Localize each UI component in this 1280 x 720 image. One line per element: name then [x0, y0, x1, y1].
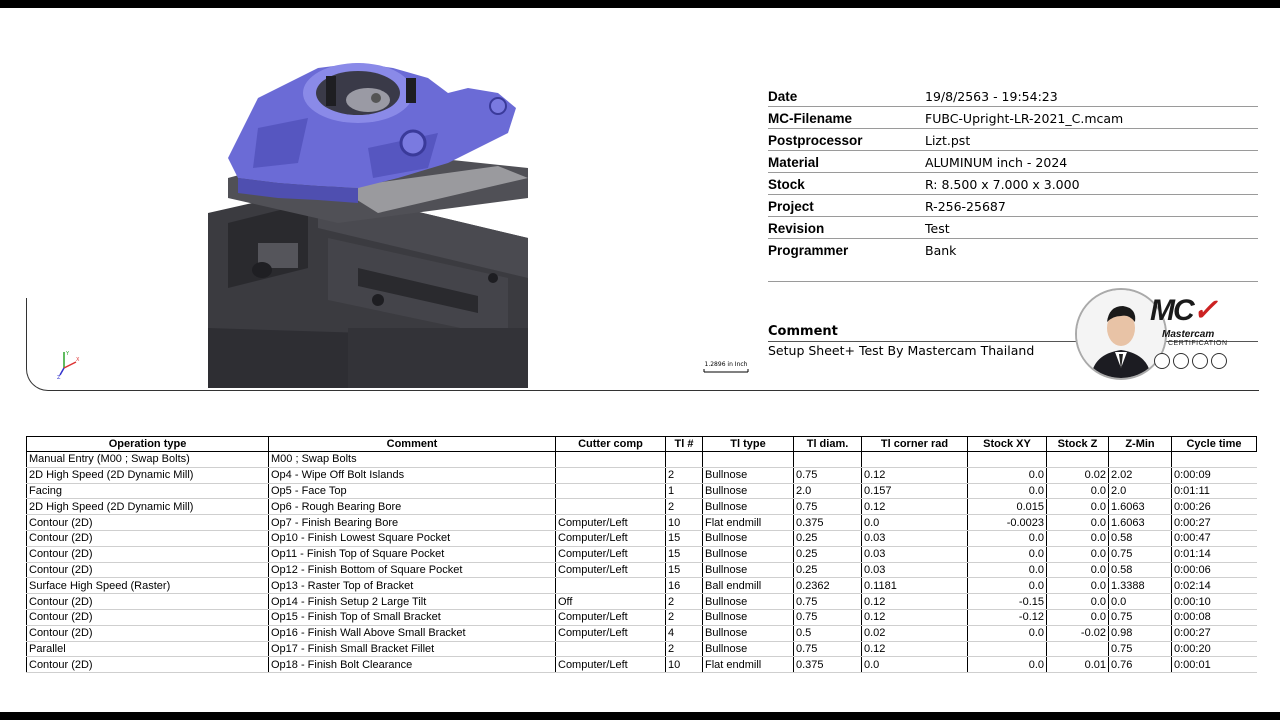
table-cell: Bullnose — [703, 546, 794, 562]
info-value: R: 8.500 x 7.000 x 3.000 — [925, 177, 1080, 192]
table-cell: 0.03 — [862, 530, 968, 546]
table-cell: 0:02:14 — [1172, 578, 1257, 594]
table-cell: Op7 - Finish Bearing Bore — [269, 515, 556, 531]
logo-mark — [1150, 293, 1216, 328]
badge-icon — [1154, 353, 1170, 369]
table-cell: Bullnose — [703, 625, 794, 641]
table-cell: 0.0 — [968, 625, 1047, 641]
table-cell: 2.0 — [794, 483, 862, 499]
table-cell: 0:01:14 — [1172, 546, 1257, 562]
info-row-postprocessor — [768, 130, 1258, 151]
table-cell — [968, 641, 1047, 657]
table-cell: 0.0 — [1047, 483, 1109, 499]
table-cell: 0.75 — [794, 499, 862, 515]
info-row-project — [768, 196, 1258, 217]
info-row-programmer — [768, 240, 1258, 260]
table-cell: 15 — [666, 530, 703, 546]
table-cell: 0.0 — [1047, 578, 1109, 594]
table-cell: 0.75 — [1109, 546, 1172, 562]
table-cell — [556, 483, 666, 499]
table-cell: 0.0 — [1047, 499, 1109, 515]
column-header[interactable]: Operation type — [27, 437, 269, 452]
table-cell: 4 — [666, 625, 703, 641]
table-cell: 16 — [666, 578, 703, 594]
table-cell: Computer/Left — [556, 530, 666, 546]
table-cell: Ball endmill — [703, 578, 794, 594]
table-cell: Op11 - Finish Top of Square Pocket — [269, 546, 556, 562]
table-cell: 0.25 — [794, 530, 862, 546]
table-cell: 2 — [666, 499, 703, 515]
table-cell — [968, 452, 1047, 468]
info-row-revision — [768, 218, 1258, 239]
table-cell — [1109, 452, 1172, 468]
info-row-filename — [768, 108, 1258, 129]
table-cell: Parallel — [27, 641, 269, 657]
table-cell: Contour (2D) — [27, 546, 269, 562]
table-cell: 0.12 — [862, 641, 968, 657]
table-cell: 0:00:26 — [1172, 499, 1257, 515]
table-cell: 0.157 — [862, 483, 968, 499]
table-cell: Op15 - Finish Top of Small Bracket — [269, 609, 556, 625]
table-cell: 0.0 — [968, 530, 1047, 546]
table-cell: 10 — [666, 515, 703, 531]
info-label: Date — [768, 89, 798, 104]
table-cell — [666, 452, 703, 468]
table-cell — [862, 452, 968, 468]
table-cell: 0.01 — [1047, 657, 1109, 673]
table-cell: 0.1181 — [862, 578, 968, 594]
table-cell: 0.75 — [794, 641, 862, 657]
table-cell: 0.375 — [794, 657, 862, 673]
table-cell: 0.0 — [862, 657, 968, 673]
table-cell: 0.0 — [968, 562, 1047, 578]
table-row[interactable] — [27, 452, 1257, 468]
table-cell: 1.6063 — [1109, 515, 1172, 531]
badge-icon — [1192, 353, 1208, 369]
table-cell: M00 ; Swap Bolts — [269, 452, 556, 468]
table-cell: 0.12 — [862, 609, 968, 625]
table-cell: 0:00:47 — [1172, 530, 1257, 546]
table-cell: 0.75 — [1109, 641, 1172, 657]
table-cell: 0.12 — [862, 594, 968, 610]
column-header[interactable]: Stock XY — [968, 437, 1047, 452]
info-value: Lizt.pst — [925, 133, 971, 148]
info-value: R-256-25687 — [925, 199, 1006, 214]
table-cell: 0:00:01 — [1172, 657, 1257, 673]
table-row[interactable] — [27, 546, 1257, 562]
axis-y-label: Y — [66, 351, 70, 357]
table-cell: 0.375 — [794, 515, 862, 531]
table-row[interactable] — [27, 578, 1257, 594]
table-row[interactable] — [27, 467, 1257, 483]
table-cell: 0.0 — [968, 467, 1047, 483]
table-row[interactable] — [27, 641, 1257, 657]
table-cell: Computer/Left — [556, 562, 666, 578]
table-cell: 2 — [666, 609, 703, 625]
table-cell: 0.02 — [1047, 467, 1109, 483]
table-cell: Manual Entry (M00 ; Swap Bolts) — [27, 452, 269, 468]
table-cell: 10 — [666, 657, 703, 673]
table-cell: 0.0 — [1047, 530, 1109, 546]
table-cell: 0:00:06 — [1172, 562, 1257, 578]
table-cell: Contour (2D) — [27, 609, 269, 625]
table-cell: Contour (2D) — [27, 515, 269, 531]
logo-cert: CERTIFICATION — [1168, 340, 1228, 347]
info-label: Project — [768, 199, 814, 214]
column-header[interactable]: Tl type — [703, 437, 794, 452]
table-cell: -0.0023 — [968, 515, 1047, 531]
info-row-stock — [768, 174, 1258, 195]
table-cell: Surface High Speed (Raster) — [27, 578, 269, 594]
table-row[interactable] — [27, 530, 1257, 546]
info-value: ALUMINUM inch - 2024 — [925, 155, 1068, 170]
mastercam-certification-logo — [1150, 293, 1240, 373]
setup-sheet-page — [0, 8, 1280, 712]
axis-z-label: Z — [57, 375, 61, 380]
table-cell: 0.75 — [794, 609, 862, 625]
table-cell — [556, 641, 666, 657]
table-cell: -0.02 — [1047, 625, 1109, 641]
table-cell: -0.12 — [968, 609, 1047, 625]
table-cell: Op12 - Finish Bottom of Square Pocket — [269, 562, 556, 578]
table-cell: 2.02 — [1109, 467, 1172, 483]
comment-label: Comment — [768, 324, 838, 339]
column-header[interactable]: Tl corner rad — [862, 437, 968, 452]
table-cell: 0.2362 — [794, 578, 862, 594]
logo-name: Mastercam — [1162, 329, 1215, 340]
table-cell: 0.03 — [862, 546, 968, 562]
table-cell — [794, 452, 862, 468]
table-cell: 0.0 — [1047, 515, 1109, 531]
table-cell: Op16 - Finish Wall Above Small Bracket — [269, 625, 556, 641]
column-header[interactable]: Cycle time — [1172, 437, 1257, 452]
table-cell: 0.03 — [862, 562, 968, 578]
table-cell: 0:00:27 — [1172, 515, 1257, 531]
table-cell: 0.0 — [1047, 594, 1109, 610]
table-cell: Computer/Left — [556, 625, 666, 641]
table-cell: Computer/Left — [556, 515, 666, 531]
badge-icon — [1211, 353, 1227, 369]
table-cell: 0.015 — [968, 499, 1047, 515]
table-cell: Flat endmill — [703, 515, 794, 531]
table-row[interactable] — [27, 499, 1257, 515]
table-cell: Op5 - Face Top — [269, 483, 556, 499]
table-cell: 1.3388 — [1109, 578, 1172, 594]
scale-label: 1.2896 in Inch — [704, 361, 748, 368]
table-cell: Op17 - Finish Small Bracket Fillet — [269, 641, 556, 657]
table-cell: 2D High Speed (2D Dynamic Mill) — [27, 499, 269, 515]
column-header[interactable]: Cutter comp — [556, 437, 666, 452]
info-value: Test — [925, 221, 950, 236]
table-cell: Bullnose — [703, 609, 794, 625]
table-cell — [556, 578, 666, 594]
table-cell: Bullnose — [703, 467, 794, 483]
table-cell: Bullnose — [703, 499, 794, 515]
table-row[interactable] — [27, 515, 1257, 531]
table-cell: Flat endmill — [703, 657, 794, 673]
column-header[interactable]: Stock Z — [1047, 437, 1109, 452]
table-cell: Contour (2D) — [27, 594, 269, 610]
info-label: MC-Filename — [768, 111, 853, 126]
info-value: Bank — [925, 243, 957, 258]
table-cell: Op6 - Rough Bearing Bore — [269, 499, 556, 515]
table-cell: 1.6063 — [1109, 499, 1172, 515]
operations-table — [26, 436, 1257, 673]
table-cell: Op18 - Finish Bolt Clearance — [269, 657, 556, 673]
column-header[interactable]: Z-Min — [1109, 437, 1172, 452]
table-cell: Op14 - Finish Setup 2 Large Tilt — [269, 594, 556, 610]
table-cell — [556, 467, 666, 483]
table-row[interactable] — [27, 625, 1257, 641]
table-cell: Contour (2D) — [27, 530, 269, 546]
table-cell: 0.0 — [1047, 609, 1109, 625]
table-cell: 0:00:08 — [1172, 609, 1257, 625]
info-label: Material — [768, 155, 820, 170]
table-cell: 0.12 — [862, 499, 968, 515]
table-cell: 0.12 — [862, 467, 968, 483]
table-cell: 0.0 — [968, 657, 1047, 673]
table-cell: 0.58 — [1109, 562, 1172, 578]
table-cell: 0:00:20 — [1172, 641, 1257, 657]
column-header[interactable]: Tl diam. — [794, 437, 862, 452]
info-label: Stock — [768, 177, 805, 192]
setup-info-table — [768, 86, 1258, 261]
table-row[interactable] — [27, 594, 1257, 610]
table-cell: Contour (2D) — [27, 562, 269, 578]
table-cell: Op13 - Raster Top of Bracket — [269, 578, 556, 594]
table-cell: 0.0 — [968, 546, 1047, 562]
info-label: Revision — [768, 221, 825, 236]
table-cell — [1047, 641, 1109, 657]
info-divider — [768, 281, 1258, 282]
info-value: FUBC-Upright-LR-2021_C.mcam — [925, 111, 1124, 126]
table-cell — [1047, 452, 1109, 468]
table-cell: 1 — [666, 483, 703, 499]
table-cell: 2 — [666, 467, 703, 483]
table-cell: 2 — [666, 594, 703, 610]
info-label: Programmer — [768, 243, 849, 258]
logo-badges — [1154, 353, 1227, 369]
table-cell: Contour (2D) — [27, 625, 269, 641]
table-cell: Bullnose — [703, 530, 794, 546]
table-cell: Computer/Left — [556, 609, 666, 625]
info-row-date — [768, 86, 1258, 107]
table-cell: Facing — [27, 483, 269, 499]
table-cell: Computer/Left — [556, 546, 666, 562]
table-cell: 0:00:27 — [1172, 625, 1257, 641]
table-cell: 0.75 — [794, 467, 862, 483]
table-row[interactable] — [27, 562, 1257, 578]
table-cell: 0.5 — [794, 625, 862, 641]
table-cell: 0.02 — [862, 625, 968, 641]
table-cell: 0.75 — [1109, 609, 1172, 625]
table-cell: 0.25 — [794, 562, 862, 578]
table-cell: 0.25 — [794, 546, 862, 562]
logo-mark-main: MC — [1150, 294, 1193, 327]
info-value: 19/8/2563 - 19:54:23 — [925, 89, 1058, 104]
table-cell: 15 — [666, 546, 703, 562]
table-cell: 0.98 — [1109, 625, 1172, 641]
info-row-material — [768, 152, 1258, 173]
table-cell: 15 — [666, 562, 703, 578]
table-cell: Contour (2D) — [27, 657, 269, 673]
table-cell: Bullnose — [703, 594, 794, 610]
table-cell: 0.58 — [1109, 530, 1172, 546]
table-cell: Op4 - Wipe Off Bolt Islands — [269, 467, 556, 483]
table-cell — [703, 452, 794, 468]
table-cell: 0:00:10 — [1172, 594, 1257, 610]
table-cell: 0.0 — [1109, 594, 1172, 610]
column-header[interactable]: Tl # — [666, 437, 703, 452]
table-cell: 0:00:09 — [1172, 467, 1257, 483]
table-cell: Bullnose — [703, 483, 794, 499]
table-cell: Op10 - Finish Lowest Square Pocket — [269, 530, 556, 546]
table-cell: 0:01:11 — [1172, 483, 1257, 499]
header-frame — [26, 298, 1259, 391]
table-cell — [1172, 452, 1257, 468]
table-cell: 0.0 — [1047, 562, 1109, 578]
table-cell: 0.0 — [968, 578, 1047, 594]
table-cell: 0.0 — [968, 483, 1047, 499]
table-row[interactable] — [27, 483, 1257, 499]
table-cell: 2D High Speed (2D Dynamic Mill) — [27, 467, 269, 483]
table-cell — [556, 452, 666, 468]
table-row[interactable] — [27, 609, 1257, 625]
table-cell: Bullnose — [703, 641, 794, 657]
table-cell: Off — [556, 594, 666, 610]
info-label: Postprocessor — [768, 133, 863, 148]
logo-mark-accent: ✓ — [1192, 294, 1216, 327]
table-cell — [556, 499, 666, 515]
axis-x-label: X — [76, 357, 80, 363]
comment-text: Setup Sheet+ Test By Mastercam Thailand — [768, 343, 1035, 358]
table-cell: 2 — [666, 641, 703, 657]
table-row[interactable] — [27, 657, 1257, 673]
table-cell: Bullnose — [703, 562, 794, 578]
table-cell: 0.0 — [1047, 546, 1109, 562]
table-cell: Computer/Left — [556, 657, 666, 673]
column-header[interactable]: Comment — [269, 437, 556, 452]
table-cell: 2.0 — [1109, 483, 1172, 499]
table-cell: 0.0 — [862, 515, 968, 531]
table-cell: 0.75 — [794, 594, 862, 610]
badge-icon — [1173, 353, 1189, 369]
table-header-row — [27, 437, 1257, 452]
table-cell: 0.76 — [1109, 657, 1172, 673]
table-cell: -0.15 — [968, 594, 1047, 610]
